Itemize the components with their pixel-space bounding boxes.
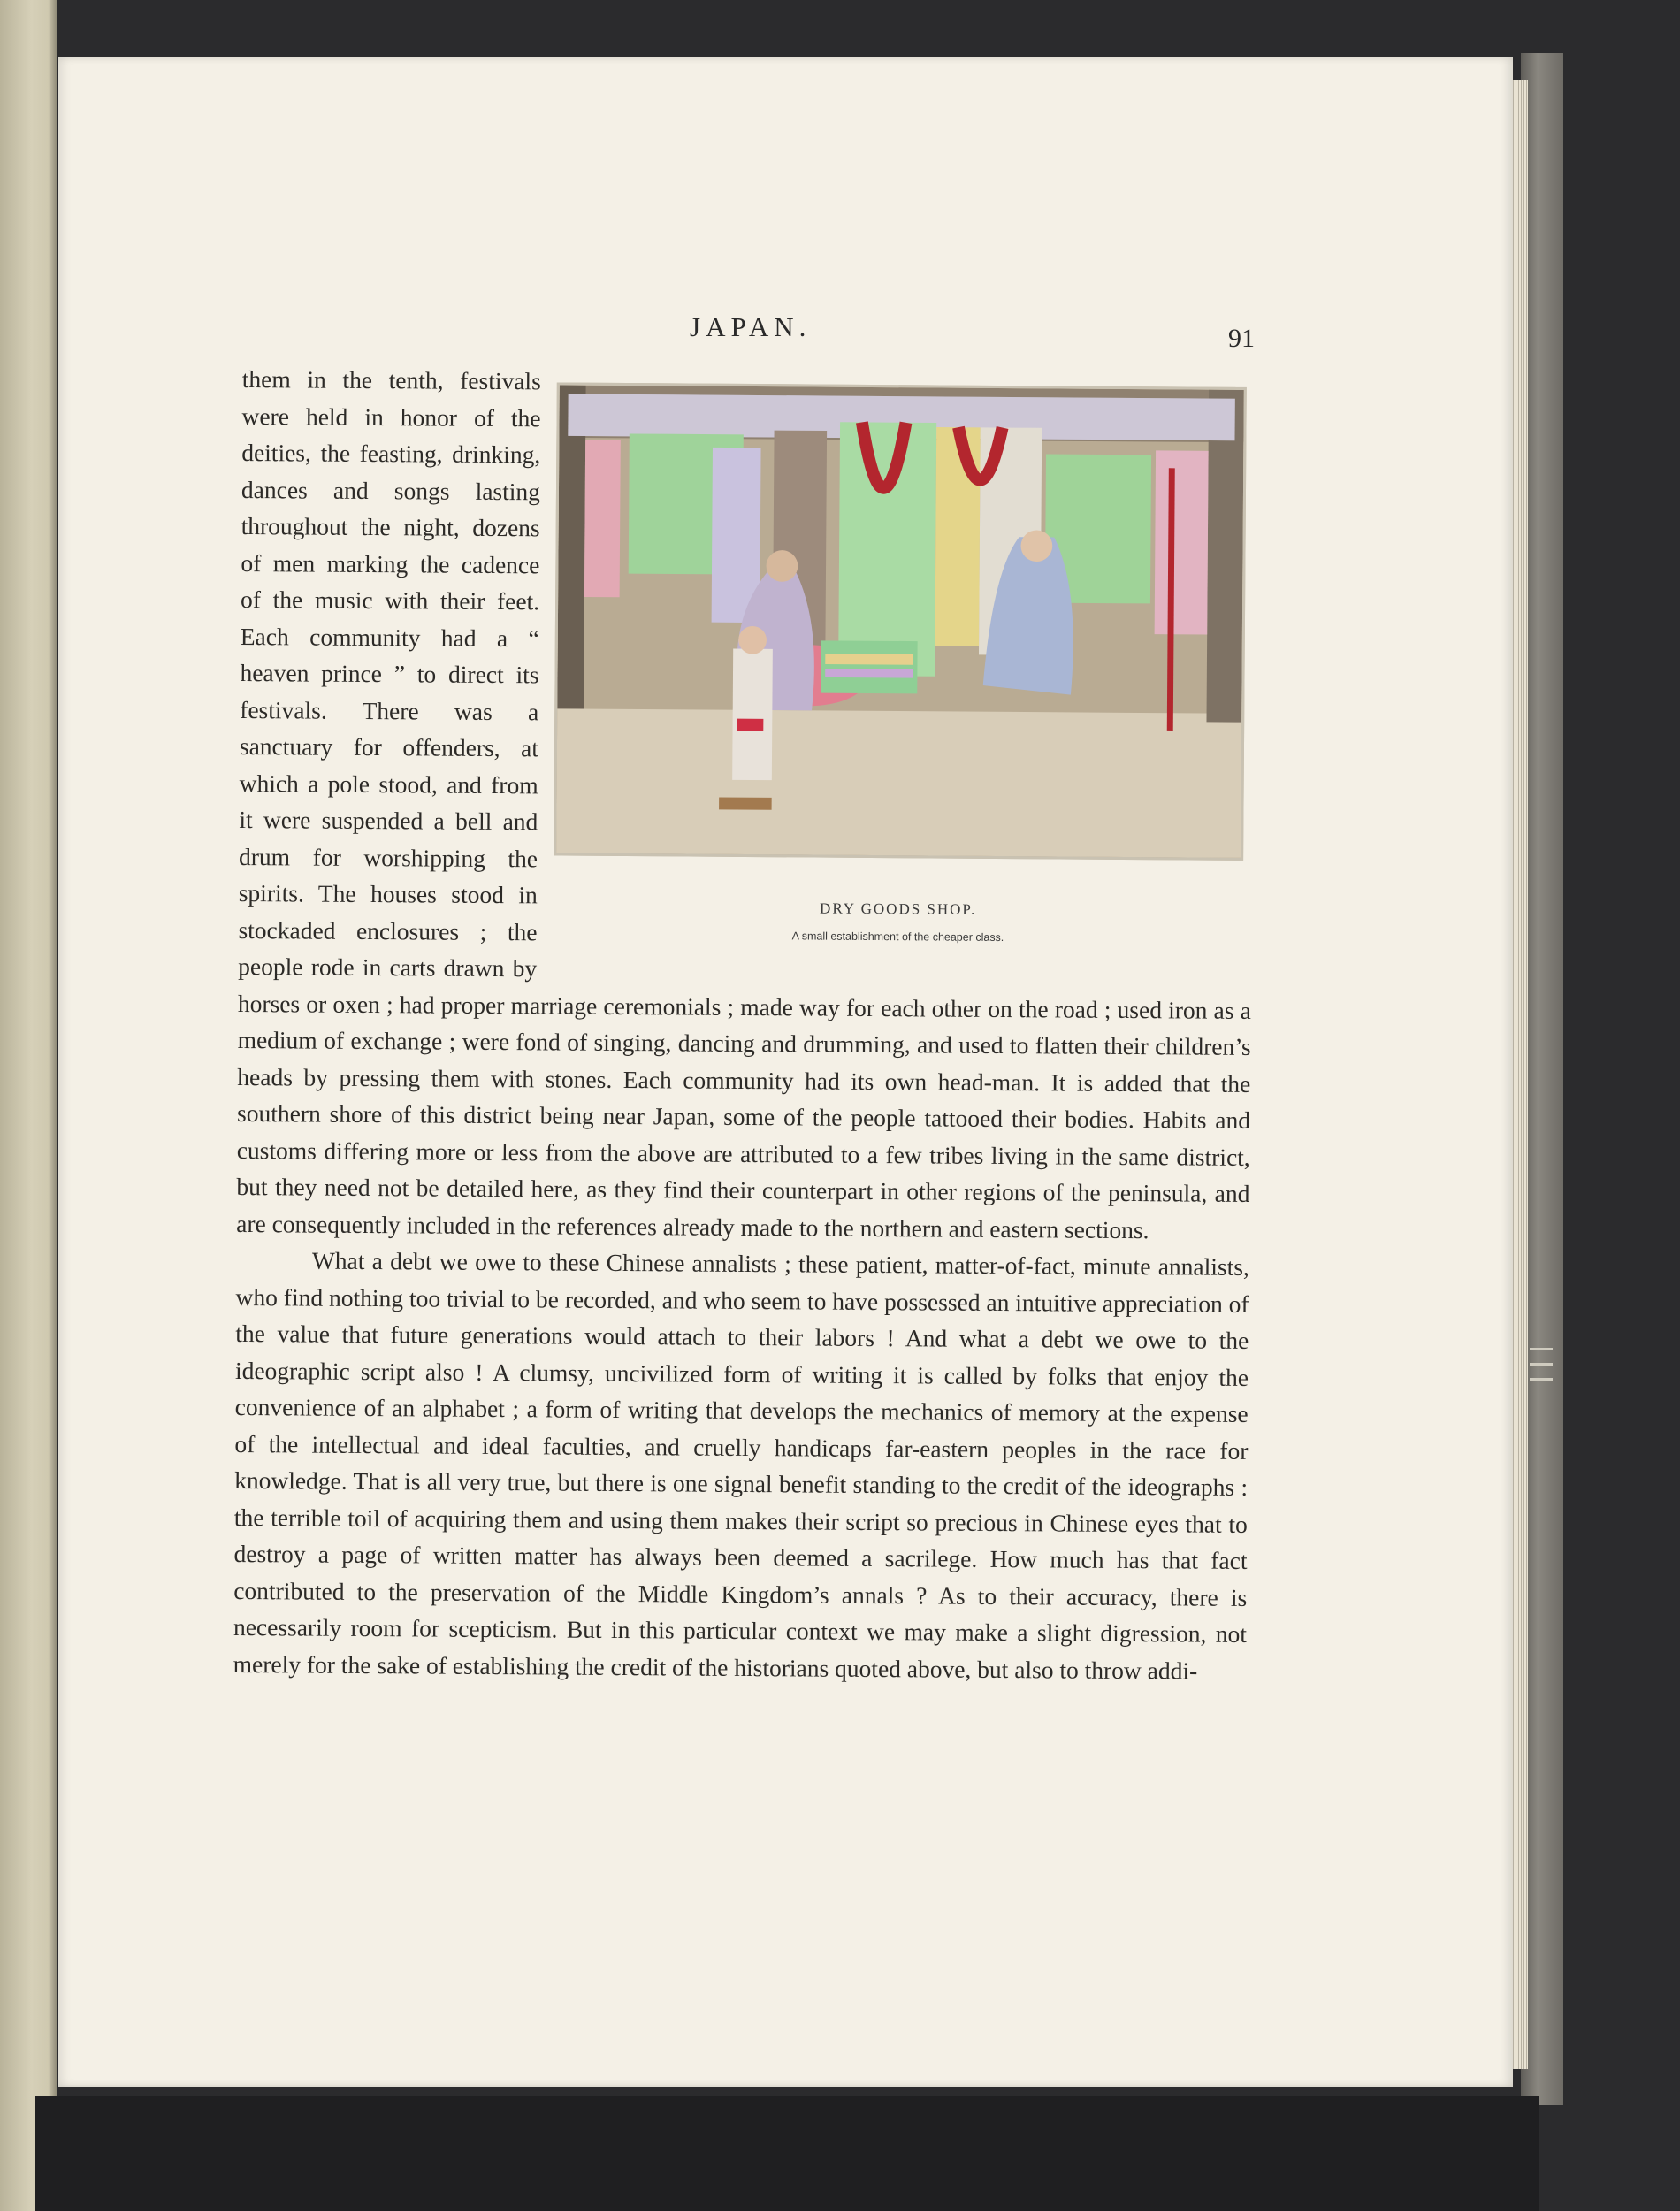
paragraph-2: What a debt we owe to these Chinese annalists ; these patient, matter-of-fact, minute annalists, who find nothing too trivial to be recorded, and who seem to have possessed an intuitive appreciation of the value that future generations would attach to their labors ! And what a debt we owe to the ideographic script also ! A clumsy, uncivilized form of writing it is called by folks that enjoy the convenience of an alphabet ; a form of writing that develops the mechanics of memory at the expense of the intellectual and ideal faculties, and cruelly handicaps far-eastern peoples in the race for knowledge. That is all very true, but there is one signal benefit standing to the credit of the ideographs : the terrible toil of acquiring them and using them makes their script so precious in Chinese eyes that to destroy a page of written matter has always been deemed a sacrilege. How much has that fact contributed to the preservation of the Middle Kingdom’s annals ? As to their accuracy, there is necessarily room for scepticism. But in this particular context we may make a slight digression, not merely for the sake of establishing the credit of the historians quoted above, but also to throw addi- bbox=[233, 1246, 1249, 1685]
paragraph-1: them in the tenth, festivals were held in honor of the deities, the feasting, drinking, dances and songs lasting throughout the night, dozens of men marking the cadence of the music with their feet. Each community had a “ heaven prince ” to direct its festivals. There was a sanctuary for offenders, at which a pole stood, and from it were suspended a bell and drum for worshipping the spirits. The houses stood in stockaded enclosures ; the people rode in carts drawn by horses or oxen ; had proper marriage ceremonials ; made way for each other on the road ; used iron as a medium of exchange ; were fond of singing, dancing and drumming, and used to flatten their children’s heads by pressing them with stones. Each community had its own head-man. It is added that the southern shore of this district being near Japan, some of the people tattooed their bodies. Habits and customs differing more or less from the above are attributed to a few tribes living in the same district, but they need not be detailed here, as they find their counterpart in other regions of the peninsula, and are consequently included in the references already made to the northern and eastern sections. bbox=[236, 364, 1252, 1243]
dry-goods-shop-photo bbox=[554, 382, 1247, 860]
figure-caption-title: DRY GOODS SHOP. bbox=[820, 899, 977, 918]
page-edge-mark bbox=[1530, 1335, 1556, 1433]
book-cover-bottom bbox=[35, 2096, 1539, 2211]
body-text bbox=[233, 361, 1256, 1689]
figure-caption-subtitle: A small establishment of the cheaper class. bbox=[791, 930, 1004, 945]
figure bbox=[553, 382, 1256, 972]
page-number: 91 bbox=[1228, 324, 1255, 353]
book-left-edge bbox=[0, 0, 57, 2211]
running-head: JAPAN. bbox=[690, 311, 812, 342]
